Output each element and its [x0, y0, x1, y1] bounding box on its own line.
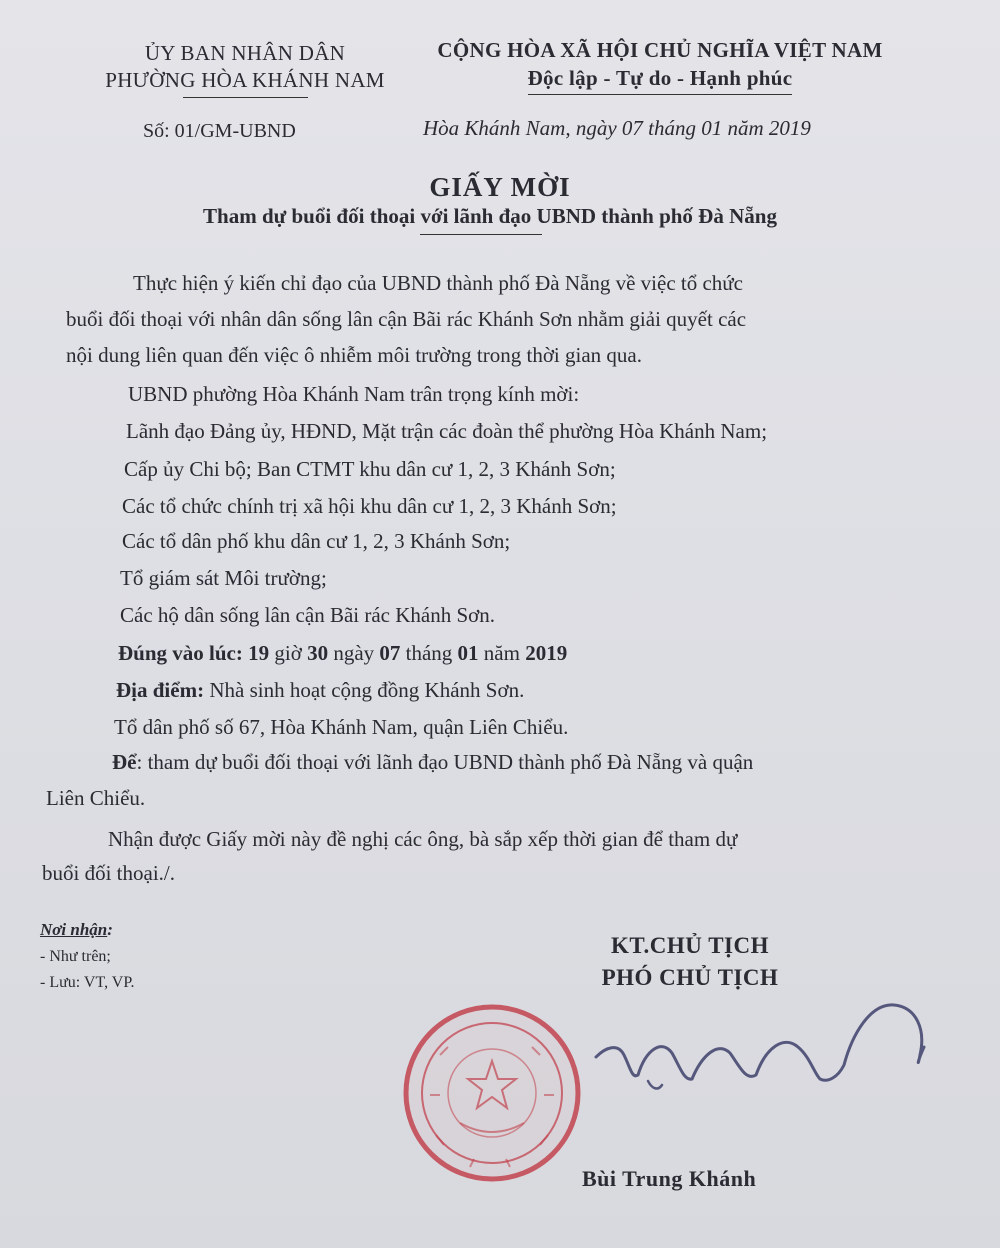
- time-day-word: ngày: [333, 641, 375, 665]
- recipient-item: - Như trên;: [40, 948, 111, 965]
- agency-header: [40, 40, 450, 98]
- time-month-word: tháng: [405, 641, 453, 665]
- place-line-2: Tổ dân phố số 67, Hòa Khánh Nam, quận Liên Chiểu.: [114, 715, 569, 739]
- time-day: 07: [379, 641, 401, 665]
- intro-line-1: Thực hiện ý kiến chỉ đạo của UBND thành phố Đà Nẵng về việc tổ chức: [133, 271, 743, 295]
- time-month: 01: [457, 641, 479, 665]
- recipients-label-suffix: :: [107, 920, 113, 939]
- signer-title: PHÓ CHỦ TỊCH: [601, 965, 779, 990]
- recipient-item: - Lưu: VT, VP.: [40, 974, 135, 991]
- red-seal-icon: [406, 1007, 578, 1179]
- time-hour: 19: [248, 641, 270, 665]
- purpose-value: : tham dự buổi đối thoại với lãnh đạo UBND thành phố Đà Nẵng và quận: [136, 750, 754, 774]
- nation-name: CỘNG HÒA XÃ HỘI CHỦ NGHĨA VIỆT NAM: [437, 38, 883, 62]
- signer-name: Bùi Trung Khánh: [582, 1166, 757, 1191]
- place-label: Địa điểm:: [116, 678, 205, 702]
- meeting-place: [116, 672, 524, 708]
- time-minute: 30: [307, 641, 329, 665]
- time-year: 2019: [525, 641, 568, 665]
- invitee-item: Lãnh đạo Đảng ủy, HĐND, Mặt trận các đoàn thể phường Hòa Khánh Nam;: [126, 419, 768, 443]
- handwritten-signature-icon: [596, 1005, 924, 1080]
- invitee-item: Các tổ dân phố khu dân cư 1, 2, 3 Khánh Sơn;: [122, 529, 511, 553]
- time-label: Đúng vào lúc:: [118, 641, 243, 665]
- invitee-item: Các hộ dân sống lân cận Bãi rác Khánh Sơn.: [120, 603, 496, 627]
- invitee-item: Cấp ủy Chi bộ; Ban CTMT khu dân cư 1, 2, 3 Khánh Sơn;: [124, 457, 616, 481]
- invitee-item: Tổ giám sát Môi trường;: [120, 566, 327, 590]
- meeting-purpose: [112, 744, 753, 780]
- place-and-date: Hòa Khánh Nam, ngày 07 tháng 01 năm 2019: [423, 116, 811, 140]
- ward-name: PHƯỜNG HÒA KHÁNH NAM: [105, 68, 385, 92]
- national-motto: Độc lập - Tự do - Hạnh phúc: [528, 64, 793, 95]
- place-value: Nhà sinh hoạt cộng đồng Khánh Sơn.: [209, 678, 525, 702]
- recipients-label-text: Nơi nhận: [40, 920, 108, 939]
- recipients-label: [40, 920, 113, 940]
- agency-name: ỦY BAN NHÂN DÂN: [144, 41, 346, 65]
- intro-line-2: buổi đối thoại với nhân dân sống lân cận Bãi rác Khánh Sơn nhằm giải quyết các: [66, 307, 747, 331]
- time-year-word: năm: [483, 641, 520, 665]
- signer-role: KT.CHỦ TỊCH: [610, 933, 769, 958]
- official-stamp-and-signature: [400, 995, 960, 1235]
- purpose-line-2: Liên Chiểu.: [46, 786, 146, 810]
- national-header: [405, 36, 915, 95]
- time-hour-unit: giờ: [274, 641, 302, 665]
- closing-line-1: Nhận được Giấy mời này đề nghị các ông, bà sắp xếp thời gian để tham dự: [108, 827, 738, 851]
- intro-line-3: nội dung liên quan đến việc ô nhiễm môi trường trong thời gian qua.: [66, 343, 642, 367]
- closing-line-2: buổi đối thoại./.: [42, 861, 175, 885]
- document-title: GIẤY MỜI: [429, 172, 571, 202]
- agency-underline: [183, 97, 308, 98]
- invitee-item: Các tổ chức chính trị xã hội khu dân cư 1, 2, 3 Khánh Sơn;: [122, 494, 617, 518]
- subtitle-underline: [420, 234, 542, 235]
- meeting-time: [118, 635, 567, 671]
- document-number: Số: 01/GM-UBND: [143, 120, 296, 142]
- invitation-line: UBND phường Hòa Khánh Nam trân trọng kính mời:: [128, 382, 580, 406]
- document-subtitle: Tham dự buổi đối thoại với lãnh đạo UBND thành phố Đà Nẵng: [203, 204, 777, 228]
- purpose-label: Để: [112, 750, 137, 774]
